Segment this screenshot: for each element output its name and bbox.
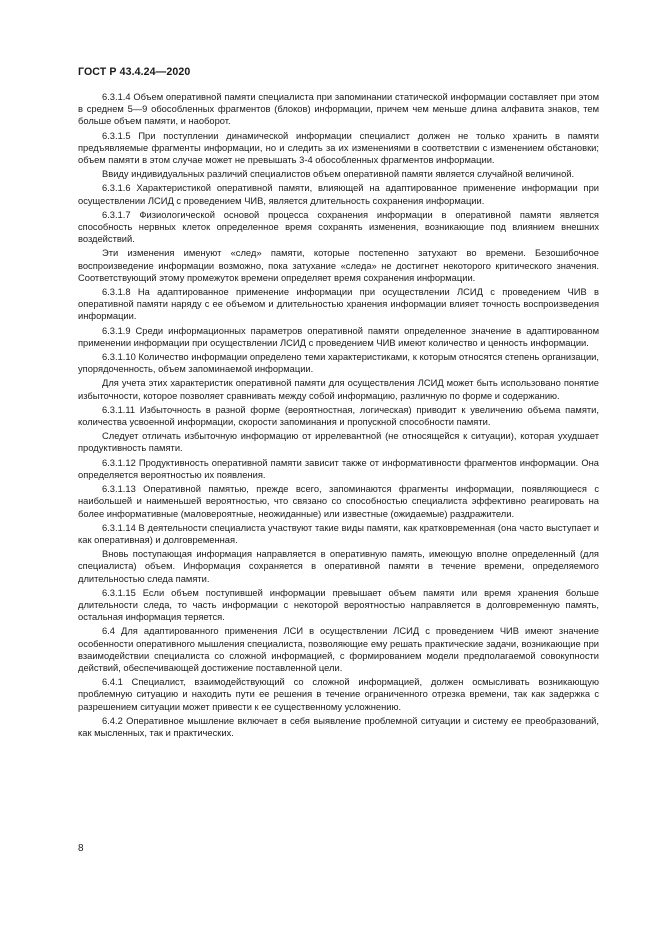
paragraph: 6.3.1.15 Если объем поступившей информации превышает объем памяти или время хранения больше длительности следа, то часть информации с некоторой вероятностью направляется в долговременную память, остальная информация теряется. (78, 587, 599, 623)
paragraph: 6.3.1.11 Избыточность в разной форме (вероятностная, логическая) приводит к увеличению объема памяти, количества усвоенной информации, скорости запоминания и пропускной способности памяти. (78, 404, 599, 428)
paragraph: Следует отличать избыточную информацию от иррелевантной (не относящейся к ситуации), которая ухудшает продуктивность памяти. (78, 431, 599, 454)
paragraph: 6.3.1.12 Продуктивность оперативной памяти зависит также от информативности фрагментов информации. Она определяется вероятностью их появления. (78, 457, 599, 480)
paragraph: 6.3.1.4 Объем оперативной памяти специалиста при запоминании статической информации составляет при этом в среднем 5—9 обособленных фрагментов (блоков) информации, причем чем меньше длина алфавита знаков, тем больше объем памяти, и наоборот. (78, 92, 599, 127)
paragraph: 6.4.2 Оперативное мышление включает в себя выявление проблемной ситуации и систему ее преобразований, как мысленных, так и практических. (78, 715, 599, 738)
paragraph: 6.3.1.13 Оперативной памятью, прежде всего, запоминаются фрагменты информации, появляющиеся с наибольшей и наименьшей вероятностью, что связано со способностью специалиста эффективно реагировать на более информативные (маловероятные, неожиданные) или известные (ожидаемые) раздражители. (78, 484, 599, 519)
paragraph: 6.3.1.8 На адаптированное применение информации при осуществлении ЛСИД с проведением ЧИВ в оперативной памяти наряду с ее объемом и длительностью хранения информации влияет точность воспроизведения информации. (78, 287, 599, 322)
paragraph: 6.3.1.6 Характеристикой оперативной памяти, влияющей на адаптированное применение информации при осуществлении ЛСИД с проведением ЧИВ, является длительность сохранения информации. (78, 183, 599, 206)
paragraph: Ввиду индивидуальных различий специалистов объем оперативной памяти является случайной величиной. (102, 169, 575, 180)
paragraph: 6.4.1 Специалист, взаимодействующий со сложной информацией, должен осмысливать возникающую проблемную ситуацию и находить пути ее решения в течение ограниченного отрезка времени, так как задержка с разрешением ситуации может привести к ее существенному усложнению. (78, 677, 599, 712)
paragraph: Эти изменения именуют «след» памяти, которые постепенно затухают во времени. Безошибочное воспроизведение информации возможно, пока затухание «следа» не достигнет некоторого критического значения. Соответствующий этому промежуток времени определяет время сохранения информации. (78, 248, 599, 283)
paragraph: 6.3.1.9 Среди информационных параметров оперативной памяти определенное значение в адаптированном применении информации при осуществлении ЛСИД с проведением ЧИВ имеют количество и ценность информации. (78, 325, 599, 348)
paragraph: Вновь поступающая информация направляется в оперативную память, имеющую вполне определенный (для специалиста) объем. Информация сохраняется в оперативной памяти в течение времени, определяемого длительностью следа памяти. (78, 549, 599, 584)
document-header-title: ГОСТ Р 43.4.24—2020 (78, 66, 191, 78)
paragraph: 6.3.1.7 Физиологической основой процесса сохранения информации в оперативной памяти является способность нервных клеток определенное время сохранять изменения, возникающие под влиянием внешних воздействий. (78, 209, 599, 245)
paragraph: Для учета этих характеристик оперативной памяти для осуществления ЛСИД может быть использовано понятие избыточности, которое позволяет сравнивать между собой информацию, различную по форме и содержанию. (78, 378, 599, 401)
paragraph: 6.4 Для адаптированного применения ЛСИ в осуществлении ЛСИД с проведением ЧИВ имеют значение особенности оперативного мышления специалиста, позволяющие ему решать практические задачи, возникающие при взаимодействии специалиста со сложной информацией, с формированием модели предполагаемой совокупности действий, обеспечивающей достижение поставленной цели. (78, 626, 599, 673)
paragraph: 6.3.1.10 Количество информации определено теми характеристиками, к которым относятся степень организации, упорядоченность, объем запоминаемой информации. (78, 352, 599, 375)
document-body (78, 91, 599, 741)
paragraph: 6.3.1.14 В деятельности специалиста участвуют такие виды памяти, как кратковременная (она часто выступает и как оперативная) и долговременная. (78, 522, 599, 545)
page-number: 8 (78, 843, 84, 854)
paragraph: 6.3.1.5 При поступлении динамической информации специалист должен не только хранить в памяти предъявляемые фрагменты информации, но и следить за их изменениями в соответствии с изменением обстановки; объем памяти в этом случае может не превышать 3-4 обособленных фрагментов информации. (78, 130, 599, 166)
